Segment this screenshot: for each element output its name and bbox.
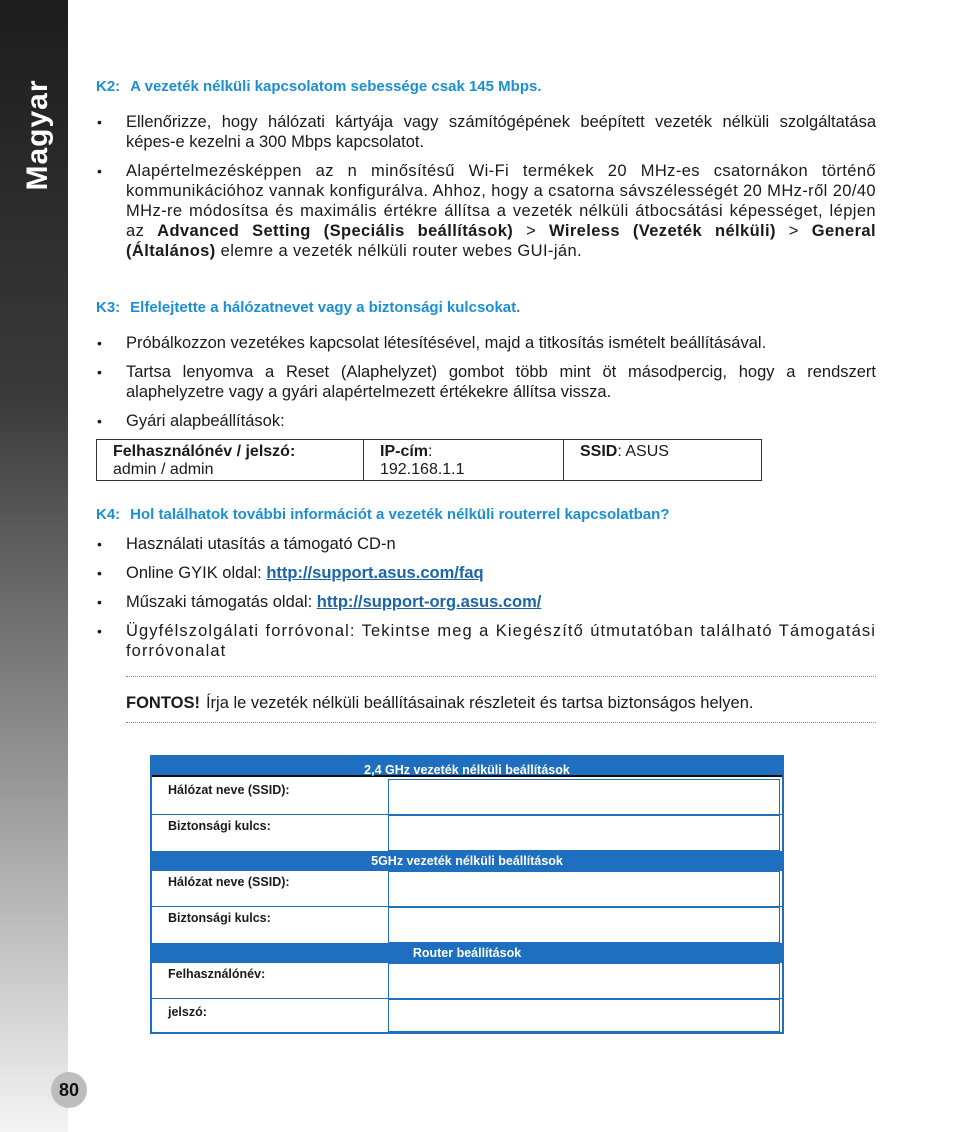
row-divider [152, 998, 782, 999]
credentials-value: admin / admin [113, 461, 214, 478]
list-item [96, 563, 876, 583]
question-number: K3: [96, 299, 121, 316]
ip-label: IP-cím [380, 443, 429, 460]
divider [126, 676, 876, 677]
menu-path-general: General (Általános) [126, 222, 876, 260]
table-row [152, 907, 782, 943]
security-key-5ghz-field[interactable] [388, 907, 780, 943]
section-header-5ghz: 5GHz vezeték nélküli beállítások [152, 851, 782, 871]
question-number: K4: [96, 506, 121, 523]
question-k4 [96, 506, 669, 523]
default-credentials-cell [97, 440, 364, 480]
ssid-value: : ASUS [617, 443, 669, 460]
ssid-5ghz-field[interactable] [388, 871, 780, 907]
table-row [152, 963, 782, 999]
ssid-label: Hálózat neve (SSID): [168, 875, 290, 889]
security-key-label: Biztonsági kulcs: [168, 911, 271, 925]
ip-colon: : [428, 443, 433, 460]
list-item [96, 592, 876, 612]
password-label: jelszó: [168, 1005, 207, 1019]
table-row [152, 999, 782, 1032]
list-item [96, 112, 876, 152]
question-text: Elfelejtette a hálózatnevet vagy a biztonsági kulcsokat. [130, 299, 521, 316]
k2-answer-list [96, 112, 876, 270]
question-text: Hol találhatok további információt a vezeték nélküli routerrel kapcsolatban? [130, 506, 670, 523]
table-row [152, 779, 782, 815]
list-item [96, 333, 876, 353]
question-k3 [96, 299, 520, 316]
list-item-text: Használati utasítás a támogató CD-n [126, 535, 396, 553]
k4-answer-list [96, 534, 876, 670]
list-item-text: Gyári alapbeállítások: [126, 412, 285, 430]
security-key-label: Biztonsági kulcs: [168, 819, 271, 833]
default-ssid-cell [564, 440, 761, 480]
row-divider [152, 906, 782, 907]
list-item [96, 411, 876, 431]
ssid-24ghz-field[interactable] [388, 779, 780, 815]
list-item [96, 621, 876, 661]
section-header-router: Router beállítások [152, 943, 782, 963]
question-k2 [96, 78, 542, 95]
divider [126, 722, 876, 723]
username-label: Felhasználónév: [168, 967, 266, 981]
router-password-field[interactable] [388, 999, 780, 1032]
question-text: A vezeték nélküli kapcsolatom sebessége csak 145 Mbps. [130, 78, 542, 95]
section-header-24ghz: 2,4 GHz vezeték nélküli beállítások [152, 757, 782, 777]
list-item-text: Ügyfélszolgálati forróvonal: Tekintse meg a Kiegészítő útmutatóban található Támogatási forróvonalat [126, 622, 876, 660]
list-item-text: elemre a vezeték nélküli router webes GUI-ján. [215, 242, 583, 260]
important-note [126, 694, 754, 713]
menu-path-separator: > [775, 222, 812, 240]
ssid-label: SSID [580, 443, 618, 460]
question-number: K2: [96, 78, 121, 95]
router-username-field[interactable] [388, 963, 780, 999]
important-label: FONTOS! [126, 694, 200, 712]
list-item-text: Alapértelmezésképpen az n minősítésű Wi-Fi termékek 20 MHz-es csatornákon történő kommunikációhoz vannak konfigurálva. Ahhoz, hogy a csatorna sávszélességét 20 MHz-ről 20/40 MHz-re módosítsa és maximális értékre állítsa a vezeték nélküli átbocsátási képességet, lépjen az [126, 162, 876, 240]
menu-path-wireless: Wireless (Vezeték nélküli) [549, 222, 776, 240]
menu-path-separator: > [513, 222, 550, 240]
list-item [96, 161, 876, 261]
faq-link[interactable]: http://support.asus.com/faq [266, 564, 484, 582]
list-item-text: Online GYIK oldal: [126, 564, 267, 582]
list-item-text: Műszaki támogatás oldal: [126, 593, 317, 611]
settings-record-table [150, 755, 784, 1034]
page-number: 80 [51, 1072, 87, 1108]
table-row [152, 871, 782, 907]
default-settings-table [96, 439, 762, 481]
language-label [8, 70, 68, 200]
k3-answer-list [96, 333, 876, 440]
support-link[interactable]: http://support-org.asus.com/ [316, 593, 542, 611]
security-key-24ghz-field[interactable] [388, 815, 780, 851]
list-item [96, 362, 876, 402]
default-ip-cell [364, 440, 564, 480]
row-divider [152, 814, 782, 815]
list-item-text: Tartsa lenyomva a Reset (Alaphelyzet) gombot több mint öt másodpercig, hogy a rendszert alaphelyzetre vagy a gyári alapértelmezett értékekre állítsa vissza. [126, 363, 876, 401]
language-text: Magyar [21, 79, 54, 191]
credentials-label: Felhasználónév / jelszó: [113, 443, 296, 460]
list-item-text: Ellenőrizze, hogy hálózati kártyája vagy számítógépének beépített vezeték nélküli szolgáltatása képes-e kezelni a 300 Mbps kapcsolatot. [126, 113, 876, 151]
ip-value: 192.168.1.1 [380, 461, 465, 478]
list-item-text: Próbálkozzon vezetékes kapcsolat létesítésével, majd a titkosítás ismételt beállításával. [126, 334, 767, 352]
ssid-label: Hálózat neve (SSID): [168, 783, 290, 797]
list-item [96, 534, 876, 554]
table-row [152, 815, 782, 851]
menu-path-advanced-setting: Advanced Setting (Speciális beállítások) [157, 222, 514, 240]
important-text: Írja le vezeték nélküli beállításainak részleteit és tartsa biztonságos helyen. [205, 694, 754, 712]
